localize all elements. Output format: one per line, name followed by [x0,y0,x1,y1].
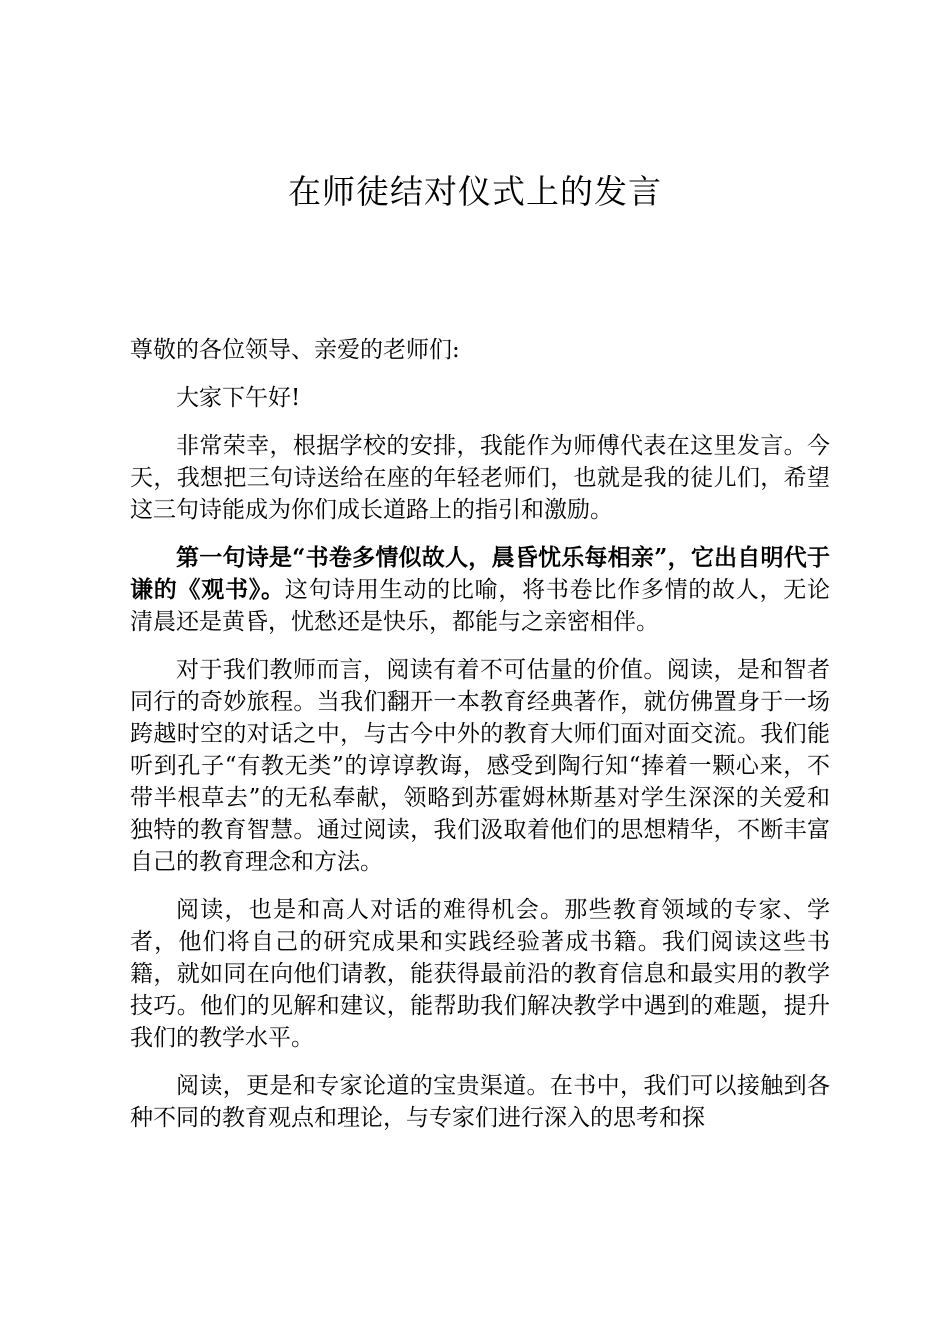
paragraph-greeting [130,382,830,414]
paragraph-intro [130,430,830,526]
paragraph-reading-value [130,654,830,878]
paragraph-first-poem [130,542,830,638]
paragraph-text: 对于我们教师而言，阅读有着不可估量的价值。阅读，是和智者同行的奇妙旅程。当我们翻开一本教育经典著作，就仿佛置身于一场跨越时空的对话之中，与古今中外的教育大师们面对面交流。我们能听到孔子“有教无类”的谆谆教诲，感受到陶行知“捧着一颗心来，不带半根草去”的无私奉献，领略到苏霍姆林斯基对学生深深的关爱和独特的教育智慧。通过阅读，我们汲取着他们的思想精华，不断丰富自己的教育理念和方法。 [130,657,830,875]
salutation: 尊敬的各位领导、亲爱的老师们: [130,337,460,363]
paragraph-text: 阅读，也是和高人对话的难得机会。那些教育领域的专家、学者，他们将自己的研究成果和实践经验著成书籍。我们阅读这些书籍，就如同在向他们请教，能获得最前沿的教育信息和最实用的教学技巧。他们的见解和建议，能帮助我们解决教学中遇到的难题，提升我们的教学水平。 [130,897,830,1051]
paragraph-bold-lead: 第一句诗是“书卷多情似故人，晨昏忧乐每相亲”，它出自明代于谦的《观书》。 [130,544,830,603]
paragraph-text: 这句诗用生动的比喻，将书卷比作多情的故人，无论清晨还是黄昏，忧愁还是快乐，都能与之亲密相伴。 [130,577,831,635]
document-title: 在师徒结对仪式上的发言 [288,172,662,211]
document-body [130,334,830,1150]
paragraph-text: 阅读，更是和专家论道的宝贵渠道。在书中，我们可以接触到各种不同的教育观点和理论，与专家们进行深入的思考和探 [130,1073,830,1131]
paragraph-reading-experts [130,894,830,1054]
paragraph-text: 非常荣幸，根据学校的安排，我能作为师傅代表在这里发言。今天，我想把三句诗送给在座的年轻老师们，也就是我的徒儿们，希望这三句诗能成为你们成长道路上的指引和激励。 [130,433,830,523]
paragraph-text: 大家下午好! [176,385,301,411]
paragraph-reading-channel [130,1070,830,1134]
